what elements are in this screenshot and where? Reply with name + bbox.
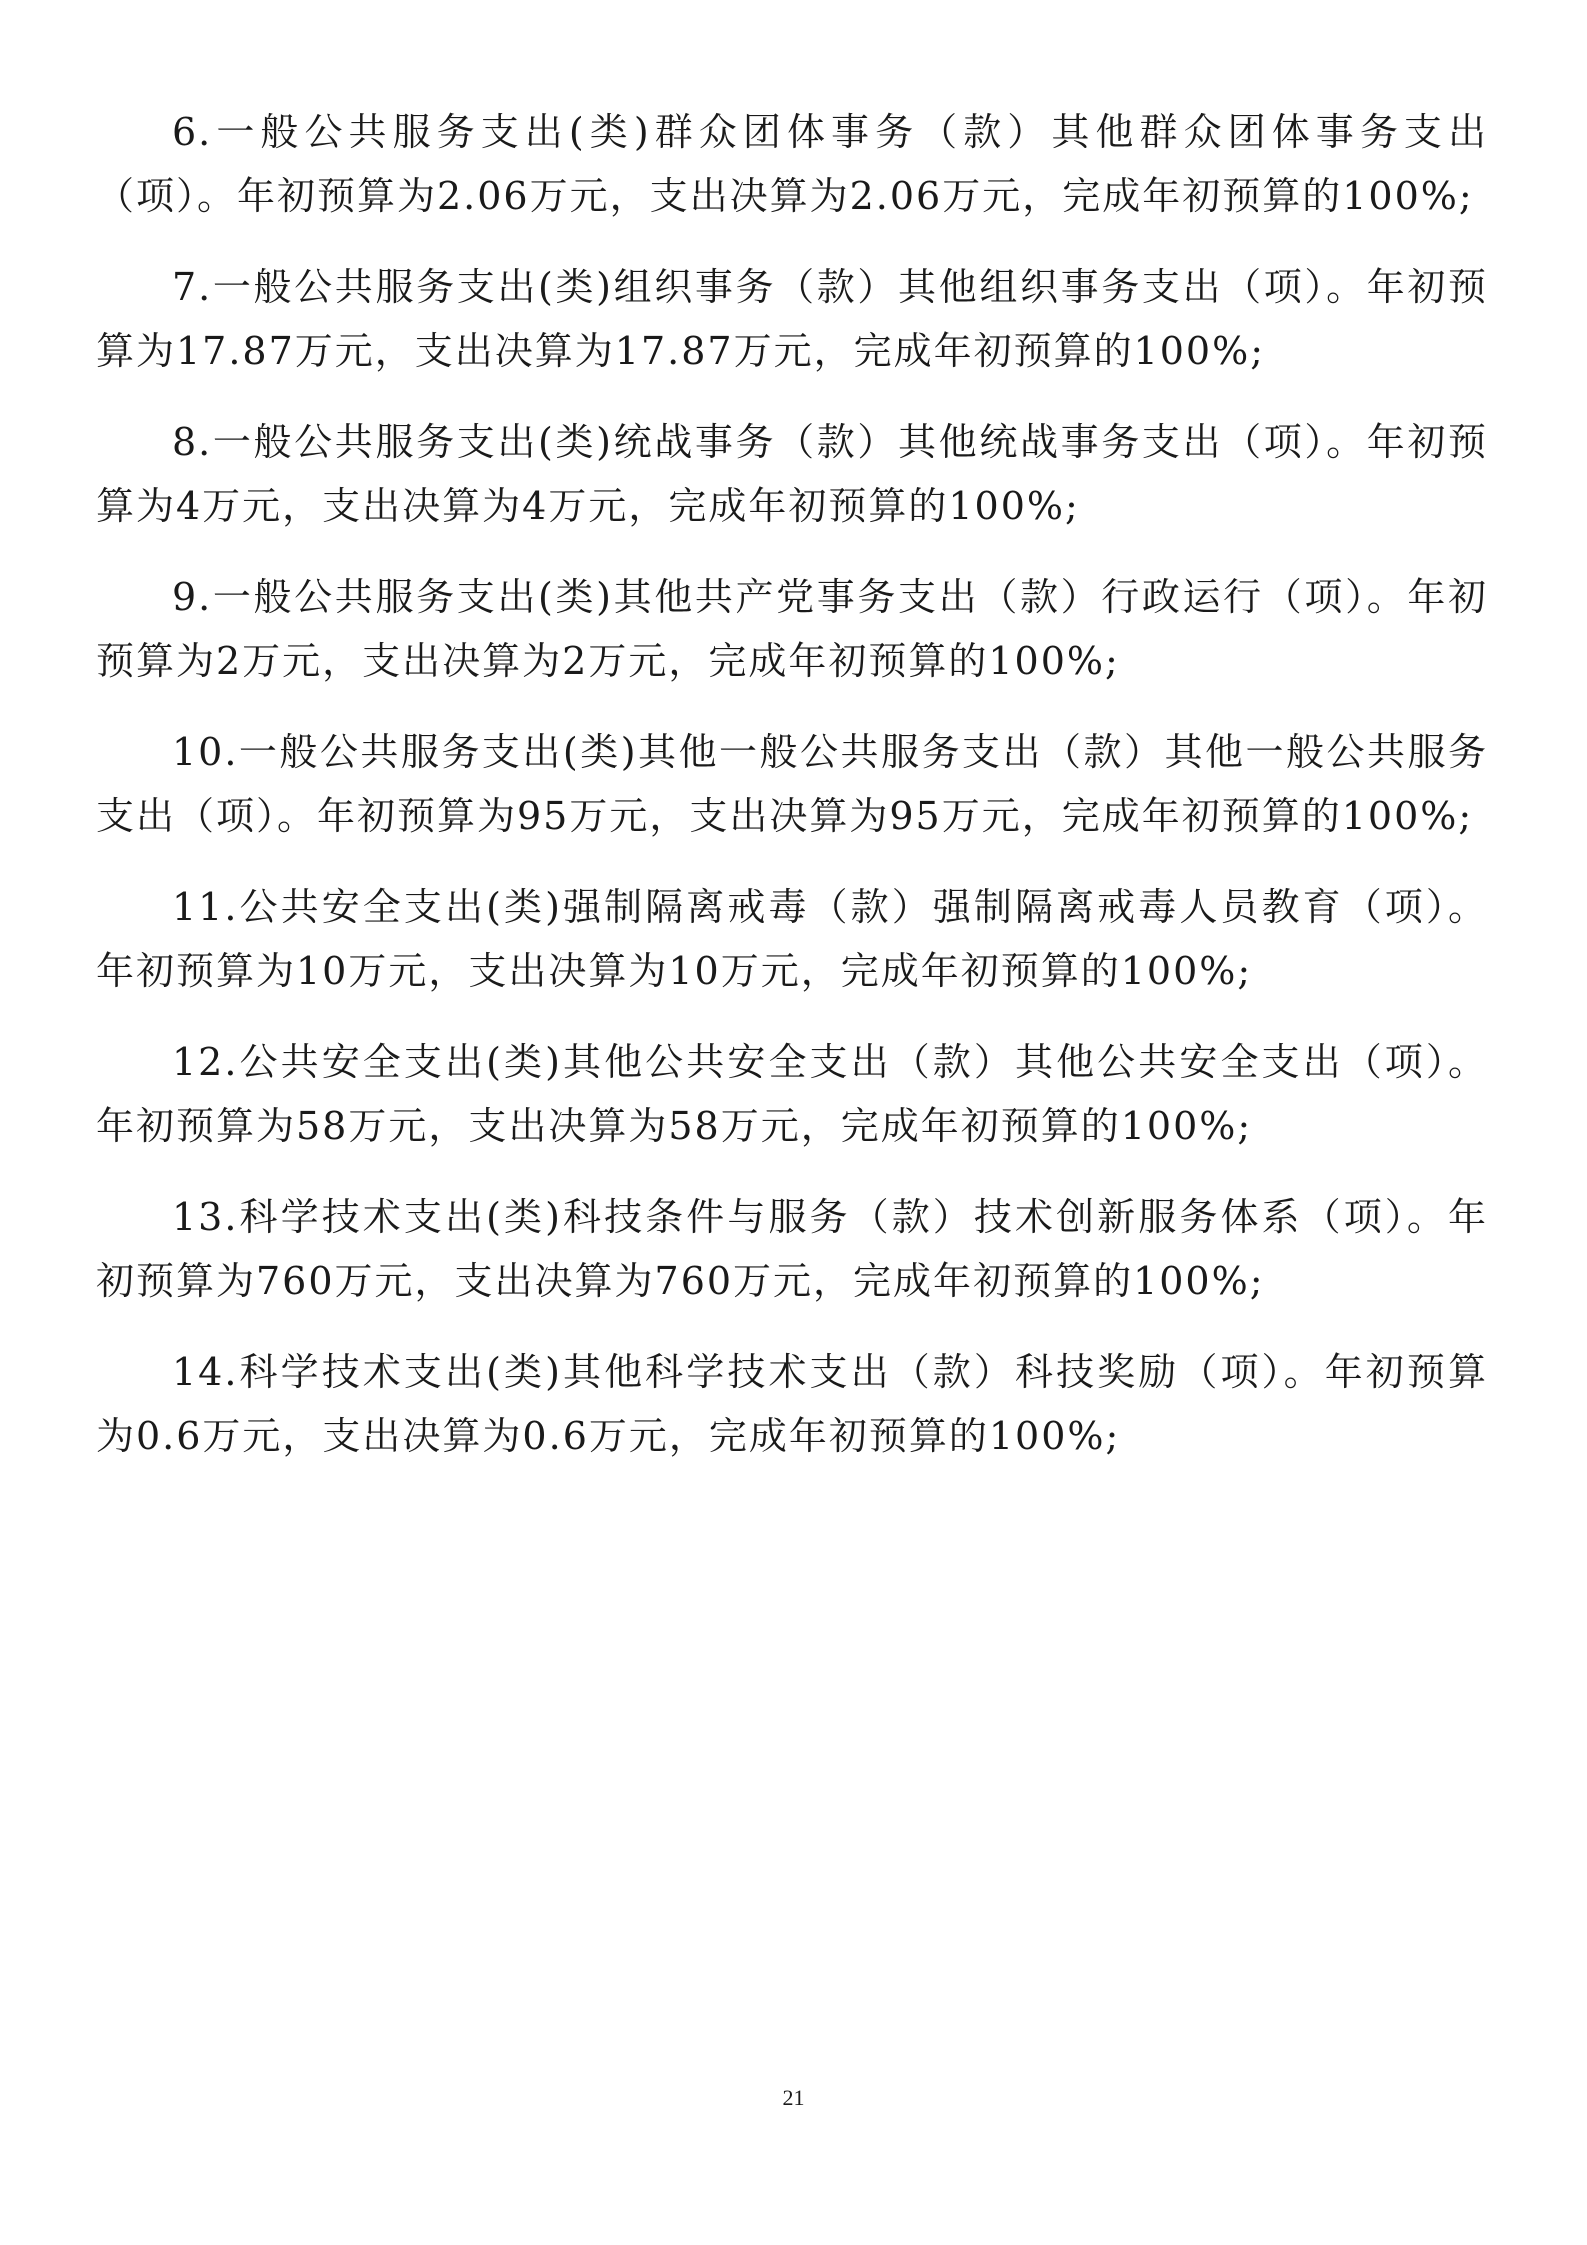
paragraph-item-10: 10.一般公共服务支出(类)其他一般公共服务支出（款）其他一般公共服务支出（项）。年初预算为95万元，支出决算为95万元，完成年初预算的100%; (96, 730, 1488, 838)
paragraph-item-12: 12.公共安全支出(类)其他公共安全支出（款）其他公共安全支出（项）。年初预算为58万元，支出决算为58万元，完成年初预算的100%; (96, 1040, 1488, 1148)
paragraph-item-6: 6.一般公共服务支出(类)群众团体事务（款）其他群众团体事务支出（项）。年初预算为2.06万元，支出决算为2.06万元，完成年初预算的100%; (96, 110, 1488, 218)
paragraph-item-11: 11.公共安全支出(类)强制隔离戒毒（款）强制隔离戒毒人员教育（项）。年初预算为10万元，支出决算为10万元，完成年初预算的100%; (96, 885, 1488, 993)
paragraph-item-13: 13.科学技术支出(类)科技条件与服务（款）技术创新服务体系（项）。年初预算为760万元，支出决算为760万元，完成年初预算的100%; (96, 1195, 1488, 1303)
paragraph-item-14: 14.科学技术支出(类)其他科学技术支出（款）科技奖励（项）。年初预算为0.6万元，支出决算为0.6万元，完成年初预算的100%; (96, 1350, 1488, 1458)
paragraph-item-7: 7.一般公共服务支出(类)组织事务（款）其他组织事务支出（项）。年初预算为17.87万元，支出决算为17.87万元，完成年初预算的100%; (96, 265, 1488, 373)
document-body (96, 100, 1488, 1495)
paragraph-item-9: 9.一般公共服务支出(类)其他共产党事务支出（款）行政运行（项）。年初预算为2万元，支出决算为2万元，完成年初预算的100%; (96, 575, 1488, 683)
paragraph-item-8: 8.一般公共服务支出(类)统战事务（款）其他统战事务支出（项）。年初预算为4万元，支出决算为4万元，完成年初预算的100%; (96, 420, 1488, 528)
page-number: 21 (782, 2085, 805, 2110)
